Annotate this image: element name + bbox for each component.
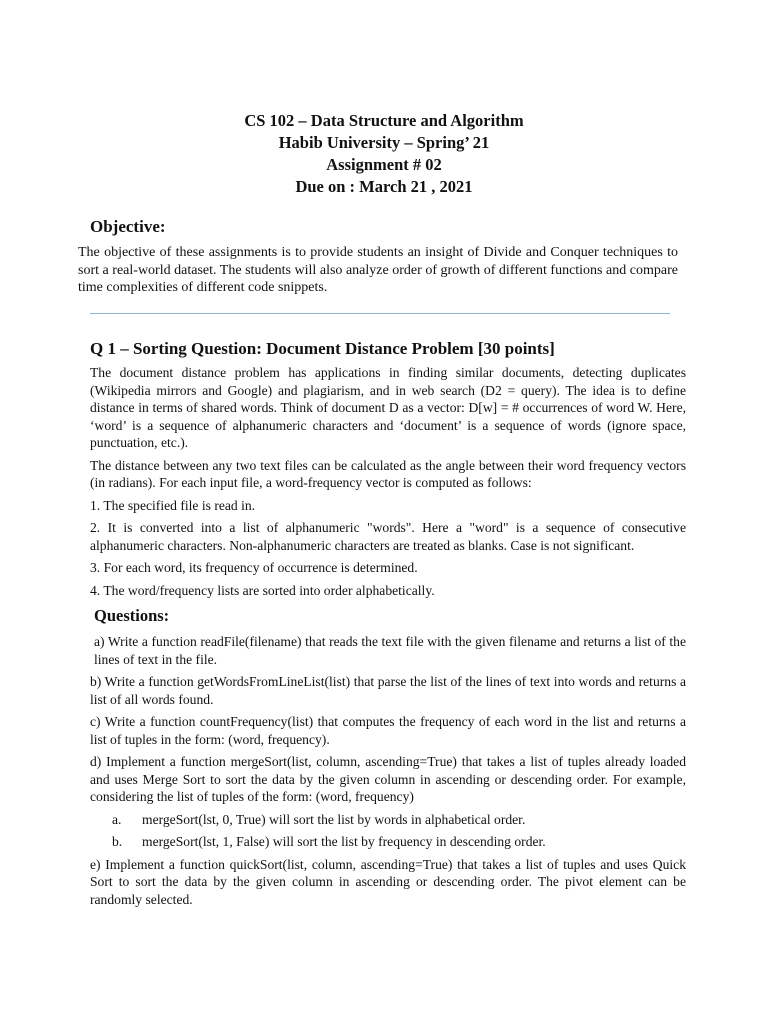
question-d-subitem-a <box>90 811 686 829</box>
q1-step-4: 4. The word/frequency lists are sorted into order alphabetically. <box>90 582 435 598</box>
question-d-subitem-b <box>90 833 686 851</box>
q1-step-3: 3. For each word, its frequency of occurrence is determined. <box>90 560 418 575</box>
section-divider <box>90 313 670 314</box>
question-e: e) Implement a function quickSort(list, column, ascending=True) that takes a list of tuples and uses Quick Sort to sort the data by the given column in ascending or descending order. The pivot element can be randomly selected. <box>90 856 686 907</box>
course-title: CS 102 – Data Structure and Algorithm <box>244 111 524 130</box>
question-a: a) Write a function readFile(filename) that reads the text file with the given filename and returns a list of the lines of text in the file. <box>94 634 686 667</box>
objective-paragraph: The objective of these assignments is to provide students an insight of Divide and Conquer techniques to sort a real-world dataset. The students will also analyze order of growth of different functions and compare time complexities of different code snippets. <box>78 245 678 295</box>
assignment-number: Assignment # 02 <box>326 155 442 174</box>
q1-heading: Q 1 – Sorting Question: Document Distance Problem [30 points] <box>90 339 555 358</box>
q1-step-1: 1. The specified file is read in. <box>90 497 256 513</box>
document-header <box>0 110 768 198</box>
question-d: d) Implement a function mergeSort(list, column, ascending=True) that takes a list of tuples already loaded and uses Merge Sort to sort the data by the given column in ascending or descending order. For example, considering the list of tuples of the form: (word, frequency) <box>90 754 686 804</box>
university-term: Habib University – Spring’ 21 <box>278 133 490 152</box>
due-date: Due on : March 21 , 2021 <box>295 177 473 196</box>
question-b: b) Write a function getWordsFromLineList(list) that parse the list of the lines of text into words and returns a list of all words found. <box>90 674 686 707</box>
question-c: c) Write a function countFrequency(list) that computes the frequency of each word in the list and returns a list of tuples in the form: (word, frequency). <box>90 714 686 747</box>
objective-heading: Objective: <box>90 217 166 236</box>
subitem-marker: a. <box>112 811 122 827</box>
q1-distance-paragraph: The distance between any two text files can be calculated as the angle between their word frequency vectors (in radians). For each input file, a word-frequency vector is computed as follows: <box>90 457 686 490</box>
q1-step-2: 2. It is converted into a list of alphanumeric "words". Here a "word" is a sequence of consecutive alphanumeric characters. Non-alphanumeric characters are treated as blanks. Case is not significant. <box>90 520 686 553</box>
subitem-marker: b. <box>112 834 123 849</box>
subitem-text: mergeSort(lst, 0, True) will sort the list by words in alphabetical order. <box>142 811 526 827</box>
subitem-text: mergeSort(lst, 1, False) will sort the list by frequency in descending order. <box>142 834 546 849</box>
questions-heading: Questions: <box>94 606 170 625</box>
q1-body <box>90 364 686 913</box>
q1-intro-paragraph: The document distance problem has applications in finding similar documents, detecting duplicates (Wikipedia mirrors and Google) and plagiarism, and in web search (D2 = query). The idea is to define distance in terms of shared words. Think of document D as a vector: D[w] = # occurrences of word W. Here, ‘word’ is a sequence of alphanumeric characters and ‘document’ is a sequence of words (ignore space, punctuation, etc.). <box>90 365 686 450</box>
